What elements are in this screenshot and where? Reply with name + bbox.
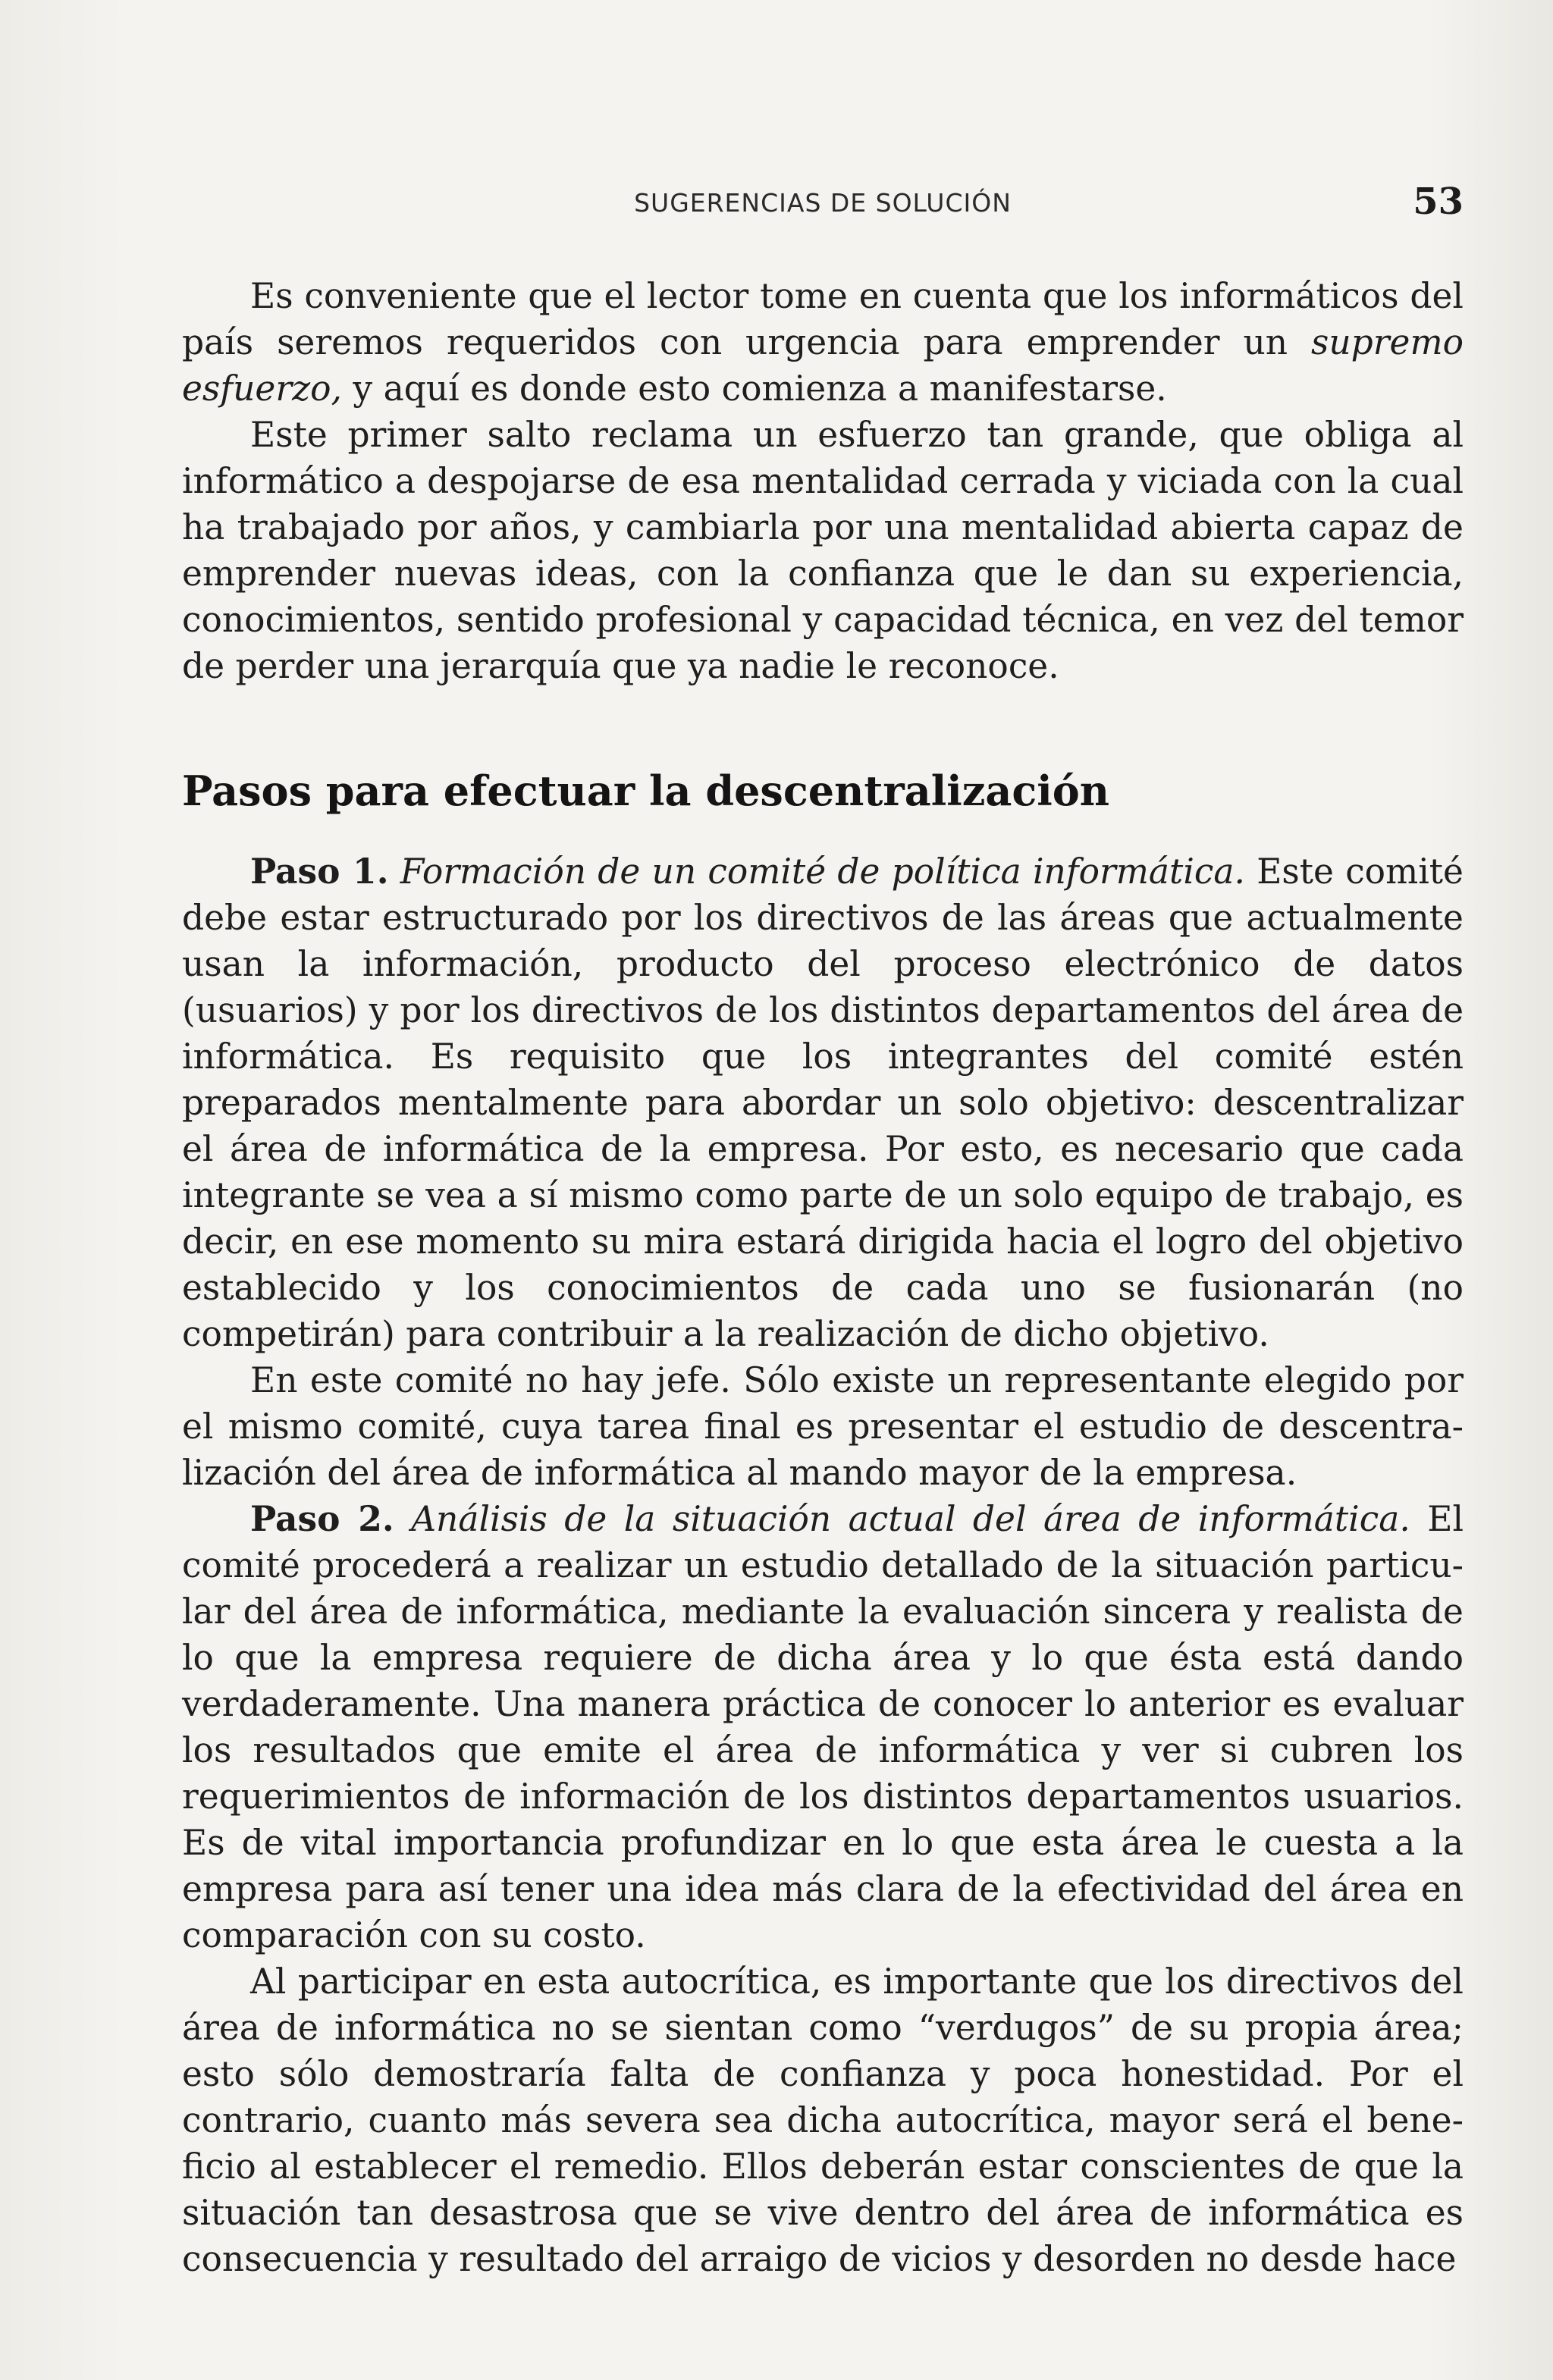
page-number: 53 [1413, 180, 1464, 223]
paragraph-step-1 [182, 848, 1464, 1357]
paragraph-step-2 [182, 1496, 1464, 1958]
step-2-label: Paso 2. [250, 1498, 394, 1539]
step-1-label: Paso 1. [250, 851, 389, 892]
paragraph-intro-1-text-a: Es conveniente que el lector tome en cuenta que los informáticos del país seremos requeridos con urgencia para emprender un [182, 276, 1464, 362]
paragraph-intro-1 [182, 273, 1464, 412]
running-head: SUGERENCIAS DE SOLUCIÓN [634, 188, 1012, 218]
paragraph-intro-2: Este primer salto reclama un esfuerzo tan grande, que obliga al informático a despojarse de esa mentalidad cerrada y viciada con la cual ha trabajado por años, y cambiarla por una mentalidad abierta capaz de emprender nuevas ideas, con la confianza que le dan su experiencia, conocimientos, sentido profesional y capacidad técnica, en vez del temor de perder una jerarquía que ya nadie le reconoce. [182, 415, 1464, 686]
step-2-title: Análisis de la situación actual del área de informática. [411, 1499, 1410, 1539]
step-1-title: Formación de un comité de política informática. [400, 851, 1245, 892]
paragraph-step-2-followup: Al participar en esta autocrítica, es importante que los directivos del área de informática no se sientan como “verdugos” de su propia área; esto sólo demostraría falta de confianza y poca honestidad. Por el contrario, cuanto más severa sea dicha autocrítica, mayor será el beneficio al establecer el remedio. Ellos deberán estar conscientes de que la situación tan desastrosa que se vive dentro del área de informática es consecuencia y resultado del arraigo de vicios y desorden no desde hace [182, 1961, 1464, 2279]
section-heading: Pasos para efectuar la descentralización [182, 767, 1110, 815]
step-2-text: El comité procederá a realizar un estudio detallado de la situación particular del área de informática, mediante la evaluación sincera y realista de lo que la empresa requiere de dicha área y lo que ésta está dando verdaderamente. Una manera práctica de conocer lo anterior es evaluar los resultados que emite el área de informática y ver si cubren los requerimientos de información de los distintos departamentos usuarios. Es de vital importancia profundizar en lo que esta área le cuesta a la empresa para así tener una idea más clara de la efectividad del área en comparación con su costo. [182, 1499, 1464, 1955]
page-header [182, 180, 1464, 234]
emphasis-supremo-esfuerzo: supremo esfuerzo, [182, 322, 1464, 409]
body-text [182, 273, 1464, 2282]
paragraph-intro-1-text-b: y aquí es donde esto comienza a manifestarse. [341, 368, 1167, 409]
step-1-text: Este comité debe estar estructurado por los directivos de las áreas que actualmente usan la información, producto del proceso electrónico de datos (usuarios) y por los directivos de los distintos departamentos del área de informática. Es requisito que los integrantes del comité estén preparados mentalmente para abordar un solo objetivo: descentralizar el área de informática de la empresa. Por esto, es necesario que cada integrante se vea a sí mismo como parte de un solo equipo de trabajo, es decir, en ese momento su mira estará dirigida hacia el logro del objetivo establecido y los conocimientos de cada uno se fusionarán (no competirán) para contribuir a la realización de dicho objetivo. [182, 851, 1464, 1354]
paragraph-step-1-followup: En este comité no hay jefe. Sólo existe un representante elegido por el mismo comité, cuya tarea final es presentar el estudio de descentralización del área de informática al mando mayor de la empresa. [182, 1360, 1464, 1493]
